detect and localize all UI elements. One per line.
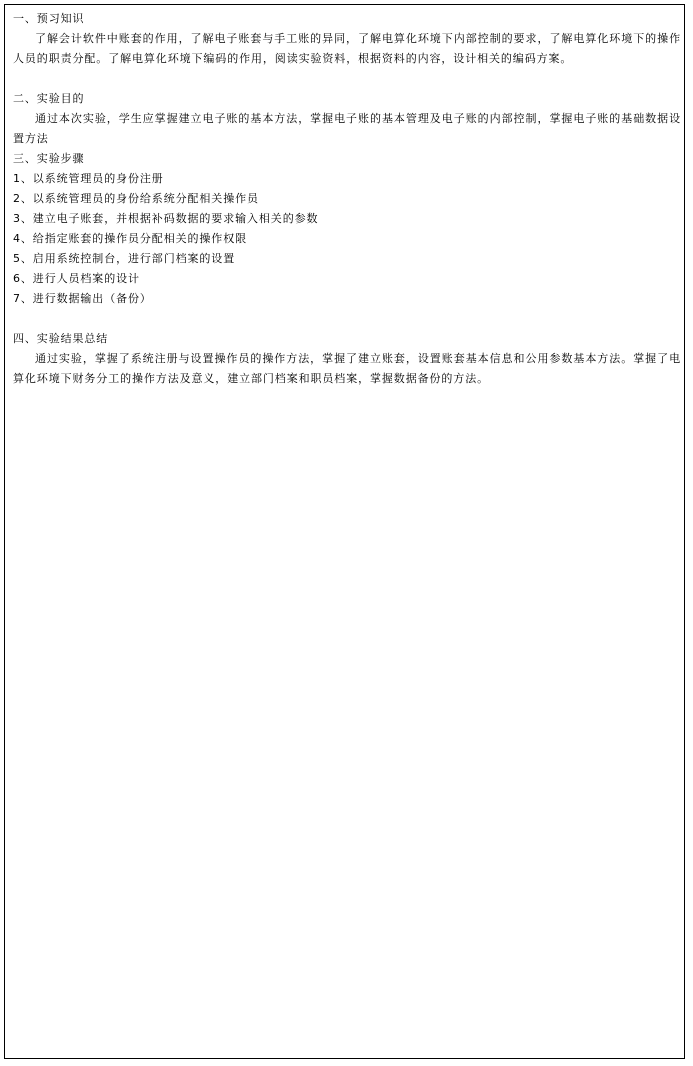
step-item: 3、建立电子账套，并根据补码数据的要求输入相关的参数 xyxy=(13,212,319,225)
section-body-results-summary: 通过实验，掌握了系统注册与设置操作员的操作方法，掌握了建立账套，设置账套基本信息和公用参数基本方法。掌握了电算化环境下财务分工的操作方法及意义，建立部门档案和职员档案，掌握数据备份的方法。 xyxy=(13,352,681,385)
section-spacer xyxy=(13,69,681,89)
section-body-experiment-purpose: 通过本次实验，学生应掌握建立电子账的基本方法，掌握电子账的基本管理及电子账的内部控制，掌握电子账的基础数据设置方法 xyxy=(13,112,681,145)
section-heading-experiment-steps: 三、实验步骤 xyxy=(13,152,85,165)
section-heading-preview-knowledge: 一、预习知识 xyxy=(13,12,85,25)
section-heading-results-summary: 四、实验结果总结 xyxy=(13,332,109,345)
step-item: 6、进行人员档案的设计 xyxy=(13,272,140,285)
document-content xyxy=(13,9,681,389)
step-item: 7、进行数据输出（备份） xyxy=(13,292,152,305)
step-item: 4、给指定账套的操作员分配相关的操作权限 xyxy=(13,232,247,245)
step-item: 2、以系统管理员的身份给系统分配相关操作员 xyxy=(13,192,259,205)
section-spacer xyxy=(13,309,681,329)
step-item: 1、以系统管理员的身份注册 xyxy=(13,172,164,185)
section-body-preview-knowledge: 了解会计软件中账套的作用，了解电子账套与手工账的异同，了解电算化环境下内部控制的要求，了解电算化环境下的操作人员的职责分配。了解电算化环境下编码的作用，阅读实验资料，根据资料的内容，设计相关的编码方案。 xyxy=(13,32,681,65)
section-heading-experiment-purpose: 二、实验目的 xyxy=(13,92,85,105)
step-item: 5、启用系统控制台，进行部门档案的设置 xyxy=(13,252,236,265)
